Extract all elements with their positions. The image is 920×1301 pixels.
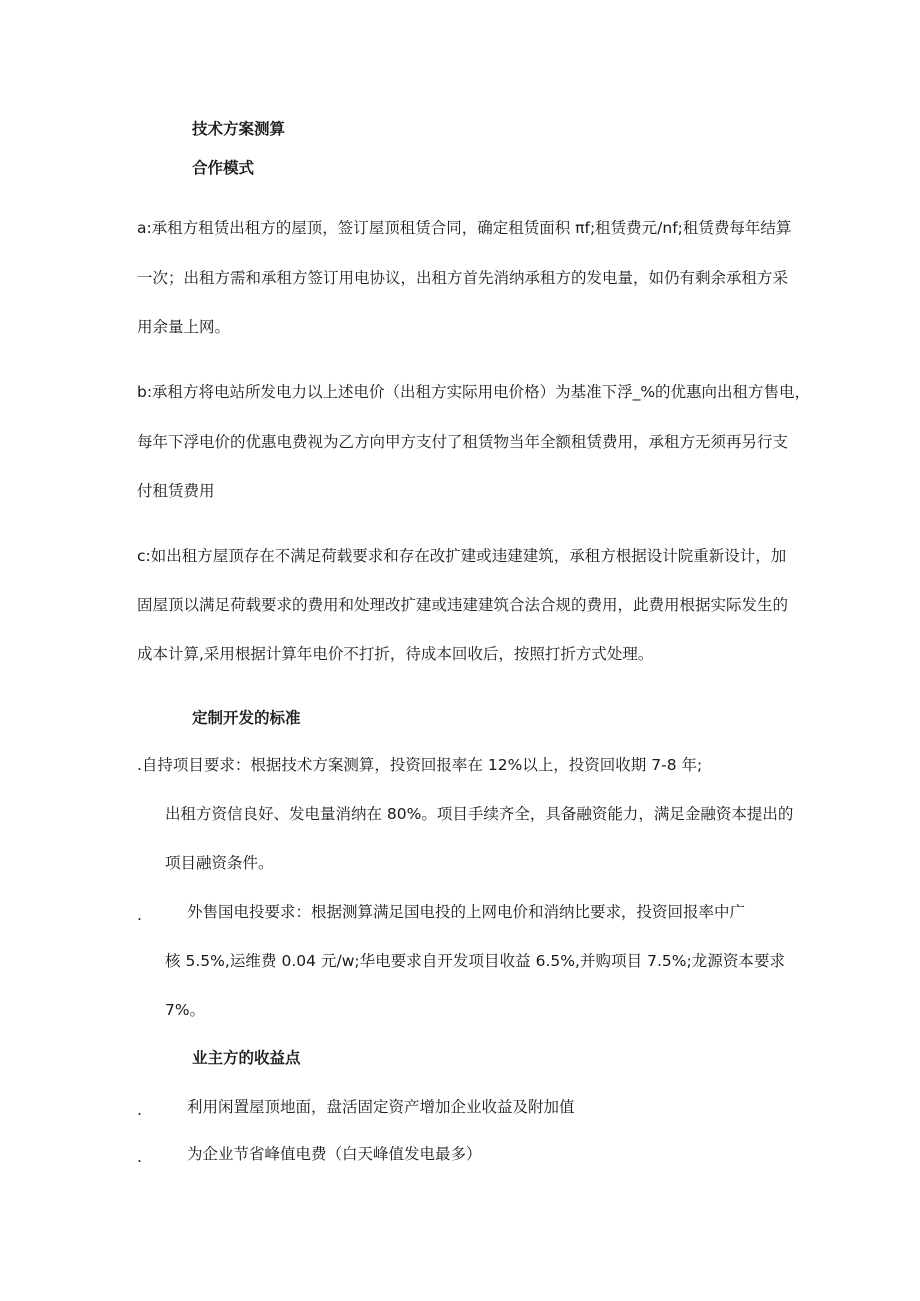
benefit-2-text: 为企业节省峰值电费（白天峰值发电最多） [187,1145,482,1163]
benefit-1-bullet: . [137,1101,142,1119]
para-b-line-1: b:承租方将电站所发电力以上述电价（出租方实际用电价格）为基准下浮_%的优惠向出租方售电， [137,383,811,401]
para-b-line-2: 每年下浮电价的优惠电费视为乙方向甲方支付了租赁物当年全额租赁费用，承租方无须再另行支 [137,433,789,451]
std-1-line-2: 出租方资信良好、发电量消纳在 80%。项目手续齐全，具备融资能力，满足金融资本提出的 [165,805,794,823]
std-2-line-2: 核 5.5%,运维费 0.04 元∕w;华电要求自开发项目收益 6.5%,并购项目 7.5%;龙源资本要求 [165,952,785,970]
para-a-line-3: 用余量上网。 [137,318,231,336]
heading-custom-standard: 定制开发的标准 [192,709,301,727]
std-2-line-3: 7%。 [165,1001,206,1019]
para-c-line-3: 成本计算,采用根据计算年电价不打折，待成本回收后，按照打折方式处理。 [137,645,654,663]
std-2-bullet: . [137,906,142,924]
heading-coop-mode: 合作模式 [192,159,255,177]
std-1-line-3: 项目融资条件。 [165,854,274,872]
std-2-line-1: 外售国电投要求：根据测算满足国电投的上网电价和消纳比要求，投资回报率中广 [187,903,746,921]
std-1-line-1: .自持项目要求：根据技术方案测算，投资回报率在 12%以上，投资回收期 7-8 年; [137,756,703,774]
para-c-line-2: 固屋顶以满足荷载要求的费用和处理改扩建或违建建筑合法合规的费用，此费用根据实际发生的 [137,596,789,614]
heading-tech-calc: 技术方案测算 [192,120,286,138]
para-c-line-1: c:如出租方屋顶存在不满足荷载要求和存在改扩建或违建建筑，承租方根据设计院重新设计，加 [137,547,787,565]
benefit-1-text: 利用闲置屋顶地面，盘活固定资产增加企业收益及附加值 [187,1098,575,1116]
benefit-2-bullet: . [137,1148,142,1166]
heading-owner-benefits: 业主方的收益点 [192,1049,301,1067]
para-b-line-3: 付租赁费用 [137,482,215,500]
para-a-line-1: a:承租方租赁出租方的屋顶，签订屋顶租赁合同，确定租赁面积 πf;租赁费元∕nf;租赁费每年结算 [137,219,792,237]
para-a-line-2: 一次；出租方需和承租方签订用电协议，出租方首先消纳承租方的发电量，如仍有剩余承租方采 [137,269,789,287]
